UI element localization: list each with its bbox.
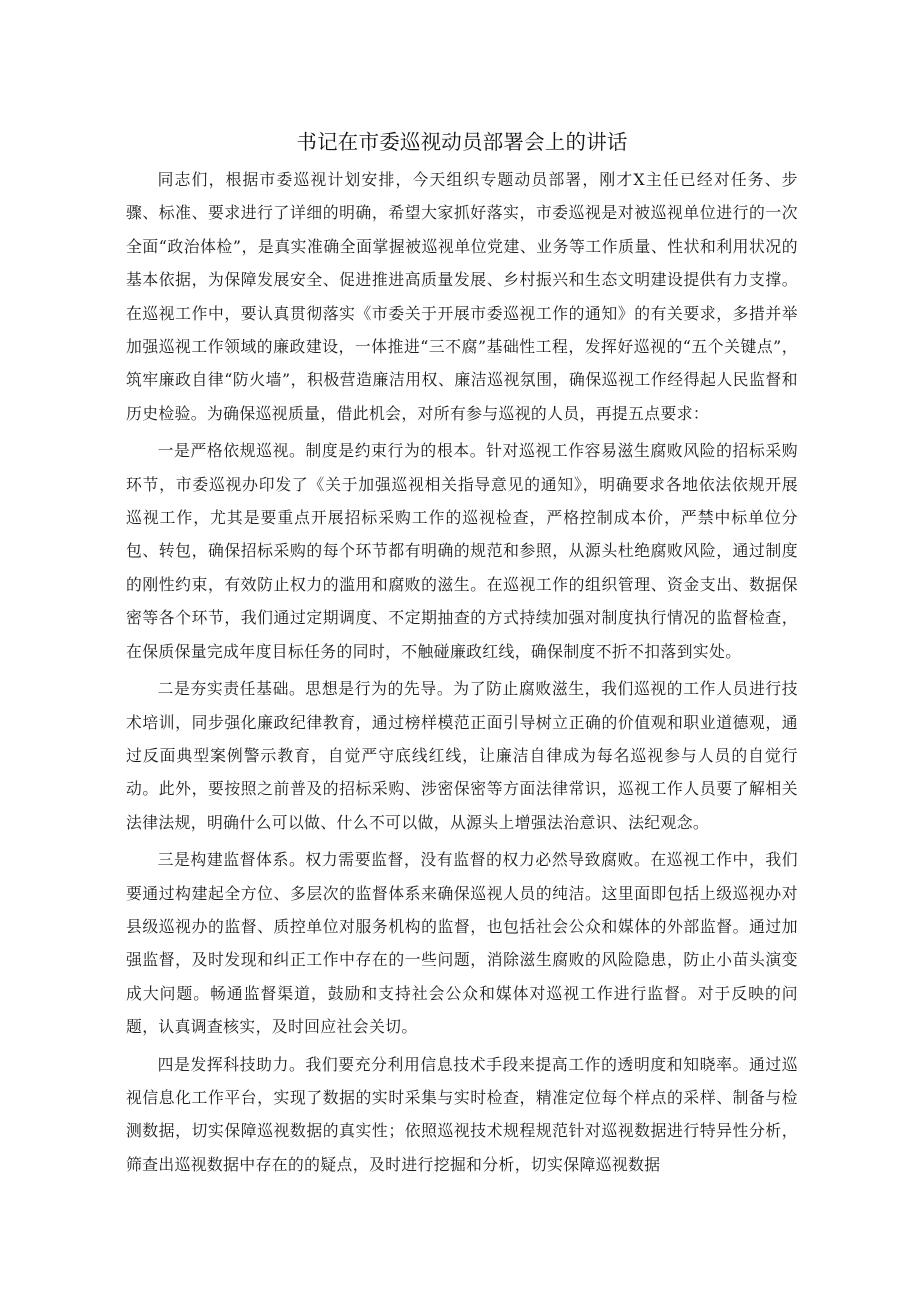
paragraph-point-4: 四是发挥科技助力。我们要充分利用信息技术手段来提高工作的透明度和知晓率。通过巡视信息化工作平台，实现了数据的实时采集与实时检查，精准定位每个样点的采样、制备与检测数据，切实保障巡视数据的真实性；依照巡视技术规程规范针对巡视数据进行特异性分析，筛查出巡视数据中存在的的疑点，及时进行挖掘和分析，切实保障巡视数据: [126, 1054, 798, 1174]
paragraph-point-2: 二是夯实责任基础。思想是行为的先导。为了防止腐败滋生，我们巡视的工作人员进行技术培训，同步强化廉政纪律教育，通过榜样模范正面引导树立正确的价值观和职业道德观，通过反面典型案例警示教育，自觉严守底线红线，让廉洁自律成为每名巡视参与人员的自觉行动。此外，要按照之前普及的招标采购、涉密保密等方面法律常识，巡视工作人员要了解相关法律法规，明确什么可以做、什么不可以做，从源头上增强法治意识、法纪观念。: [126, 679, 798, 832]
paragraph-intro: 同志们，根据市委巡视计划安排，今天组织专题动员部署，刚才X主任已经对任务、步骤、标准、要求进行了详细的明确，希望大家抓好落实，市委巡视是对被巡视单位进行的一次全面“政治体检”，是真实准确全面掌握被巡视单位党建、业务等工作质量、性状和利用状况的基本依据，为保障发展安全、促进推进高质量发展、乡村振兴和生态文明建设提供有力支撑。在巡视工作中，要认真贯彻落实《市委关于开展市委巡视工作的通知》的有关要求，多措并举加强巡视工作领域的廉政建设，一体推进“三不腐”基础性工程，发挥好巡视的“五个关键点”，筑牢廉政自律“防火墙”，积极营造廉洁用权、廉洁巡视氛围，确保巡视工作经得起人民监督和历史检验。为确保巡视质量，借此机会，对所有参与巡视的人员，再提五点要求：: [126, 170, 798, 423]
paragraph-point-1: 一是严格依规巡视。制度是约束行为的根本。针对巡视工作容易滋生腐败风险的招标采购环节，市委巡视办印发了《关于加强巡视相关指导意见的通知》，明确要求各地依法依规开展巡视工作，尤其是要重点开展招标采购工作的巡视检查，严格控制成本价，严禁中标单位分包、转包，确保招标采购的每个环节都有明确的规范和参照，从源头杜绝腐败风险，通过制度的刚性约束，有效防止权力的滥用和腐败的滋生。在巡视工作的组织管理、资金支出、数据保密等各个环节，我们通过定期调度、不定期抽查的方式持续加强对制度执行情况的监督检查，在保质保量完成年度目标任务的同时，不触碰廉政红线，确保制度不折不扣落到实处。: [126, 441, 798, 661]
document-title: 书记在市委巡视动员部署会上的讲话: [296, 130, 628, 154]
paragraph-point-3: 三是构建监督体系。权力需要监督，没有监督的权力必然导致腐败。在巡视工作中，我们要通过构建起全方位、多层次的监督体系来确保巡视人员的纯洁。这里面即包括上级巡视办对县级巡视办的监督、质控单位对服务机构的监督，也包括社会公众和媒体的外部监督。通过加强监督，及时发现和纠正工作中存在的一些问题，消除滋生腐败的风险隐患，防止小苗头演变成大问题。畅通监督渠道，鼓励和支持社会公众和媒体对巡视工作进行监督。对于反映的问题，认真调查核实，及时回应社会关切。: [126, 850, 798, 1037]
document-page: [126, 126, 798, 1181]
